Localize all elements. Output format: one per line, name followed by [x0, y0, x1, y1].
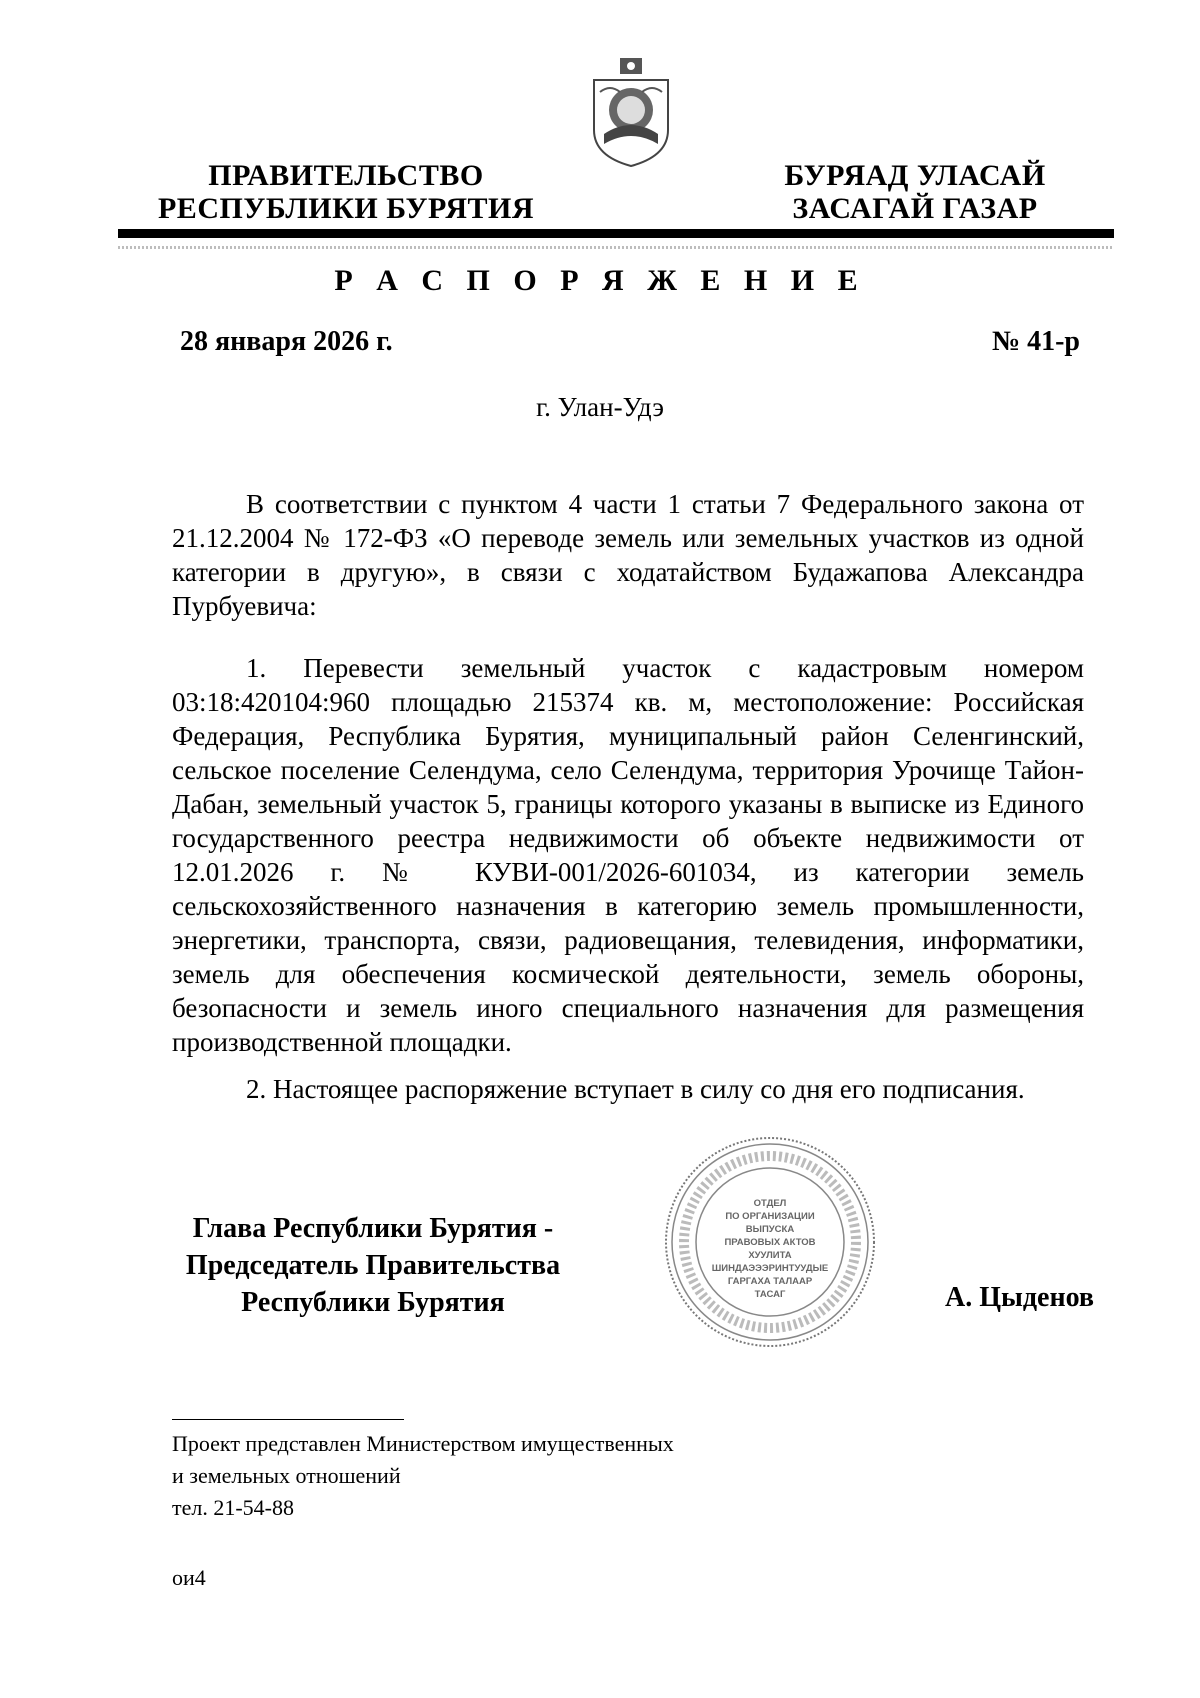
stamp-line-5: ХУУЛИТА [748, 1250, 792, 1261]
header-divider [118, 229, 1114, 238]
footnote-line2: и земельных отношений [172, 1463, 401, 1488]
document-date: 28 января 2026 г. [180, 326, 393, 357]
stamp-line-3: ВЫПУСКА [745, 1224, 795, 1235]
item-1-paragraph: 1. Перевести земельный участок с кадастровым номером 03:18:420104:960 площадью 215374 кв. м, местоположение: Российская Федерация, Республика Бурятия, муниципальный район Селенгинский, сельское поселение Селендума, село Селендума, территория Урочище Тайон-Дабан, земельный участок 5, границы которого указаны в выписке из Единого государственного реестра недвижимости об объекте недвижимости от 12.01.2026 г. № КУВИ-001/2026-601034, из категории земель сельскохозяйственного назначения в категорию земель промышленности, энергетики, транспорта, связи, радиовещания, телевидения, информатики, земель для обеспечения космической деятельности, земель обороны, безопасности и земель иного специального назначения для размещения производственной площадки. [172, 653, 1084, 1057]
header-right-title [760, 159, 1070, 225]
official-stamp [660, 1132, 880, 1352]
document-city: г. Улан-Удэ [536, 392, 664, 422]
header-left-line1: ПРАВИТЕЛЬСТВО [208, 159, 484, 192]
preamble-paragraph: В соответствии с пунктом 4 части 1 статьи 7 Федерального закона от 21.12.2004 № 172-ФЗ «О переводе земель или земельных участков из одной категории в другую», в связи с ходатайством Будажапова Александра Пурбуевича: [172, 489, 1084, 621]
stamp-line-1: ОТДЕЛ [753, 1198, 787, 1209]
document-number: № 41-р [991, 326, 1080, 357]
header-right-line2: ЗАСАГАЙ ГАЗАР [792, 192, 1038, 225]
footnote [172, 1428, 674, 1524]
signatory-title-line1: Глава Республики Бурятия - [192, 1213, 554, 1244]
stamp-line-4: ПРАВОВЫХ АКТОВ [724, 1237, 816, 1248]
stamp-line-6: ШИНДАЭЭЭРИНТУУДЫЕ [711, 1263, 829, 1274]
header-left-line2: РЕСПУБЛИКИ БУРЯТИЯ [157, 192, 535, 225]
header-left-title [150, 159, 542, 225]
stamp-line-2: ПО ОРГАНИЗАЦИИ [725, 1211, 815, 1222]
stamp-line-7: ГАРГАХА ТАЛААР [727, 1276, 813, 1287]
item-2-paragraph: 2. Настоящее распоряжение вступает в силу со дня его подписания. [246, 1074, 1025, 1104]
header-divider-dotted [118, 246, 1114, 249]
signatory-title [158, 1210, 588, 1321]
document-type: Р А С П О Р Я Ж Е Н И Е [334, 264, 866, 297]
header-right-line1: БУРЯАД УЛАСАЙ [784, 159, 1046, 192]
signatory-title-line3: Республики Бурятия [241, 1287, 505, 1318]
footnote-phone: тел. 21-54-88 [172, 1495, 295, 1520]
footnote-divider [172, 1419, 404, 1420]
coat-of-arms-icon [590, 52, 672, 170]
signatory-name: А. Цыденов [944, 1282, 1094, 1313]
signatory-title-line2: Председатель Правительства [185, 1250, 561, 1281]
stamp-line-8: ТАСАГ [754, 1289, 786, 1300]
document-code: ои4 [172, 1565, 206, 1590]
footnote-line1: Проект представлен Министерством имущественных [172, 1431, 674, 1456]
